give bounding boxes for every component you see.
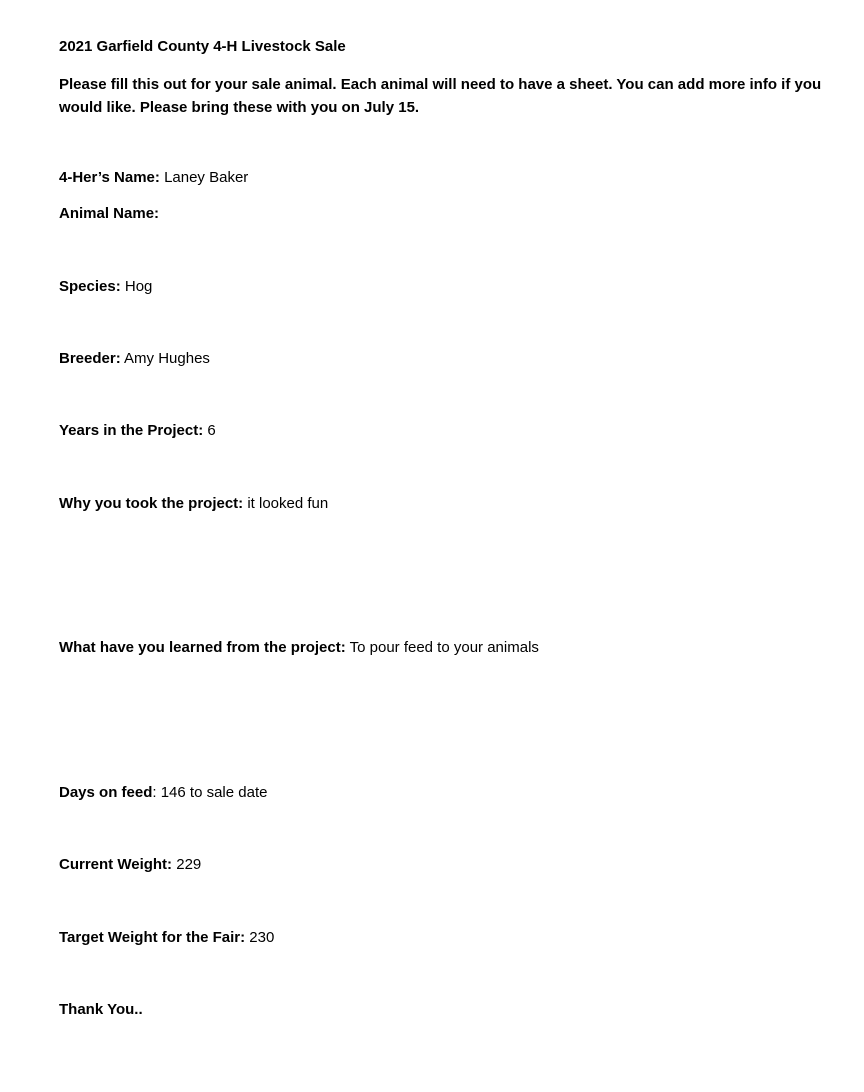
field-label: What have you learned from the project:: [59, 639, 346, 656]
field-value: : 146 to sale date: [152, 784, 268, 801]
field-target-weight: [59, 928, 274, 948]
field-label: Species:: [59, 278, 121, 295]
field-label: 4-Her’s Name:: [59, 169, 160, 186]
field-value: it looked fun: [247, 495, 329, 512]
field-value: Hog: [124, 278, 153, 295]
document-title: 2021 Garfield County 4-H Livestock Sale: [59, 38, 346, 55]
field-label: Current Weight:: [59, 856, 173, 873]
field-days-on-feed: [59, 783, 267, 803]
field-label: Years in the Project:: [59, 422, 204, 439]
field-label: Target Weight for the Fair:: [59, 929, 246, 946]
field-label: Why you took the project:: [59, 495, 244, 512]
field-animal-name: [59, 204, 159, 224]
intro-paragraph: Please fill this out for your sale animal. Each animal will need to have a sheet. You can add more info if you would like. Please bring these with you on July 15.: [59, 76, 822, 116]
field-value: Laney Baker: [164, 169, 249, 186]
field-label: Days on feed: [59, 784, 153, 801]
field-breeder: [59, 349, 210, 369]
field-why-project: [59, 494, 328, 514]
field-4her-name: [59, 168, 248, 188]
closing-text: Thank You..: [59, 1001, 143, 1018]
field-years-in-project: [59, 421, 216, 441]
field-value: Amy Hughes: [124, 350, 210, 367]
field-species: [59, 277, 152, 297]
field-value: To pour feed to your animals: [349, 639, 539, 656]
field-learned: [59, 638, 539, 658]
field-current-weight: [59, 855, 201, 875]
field-value: 230: [249, 929, 275, 946]
field-value: 6: [207, 422, 216, 439]
field-label: Animal Name:: [59, 205, 160, 222]
field-label: Breeder:: [59, 350, 121, 367]
field-value: 229: [176, 856, 202, 873]
